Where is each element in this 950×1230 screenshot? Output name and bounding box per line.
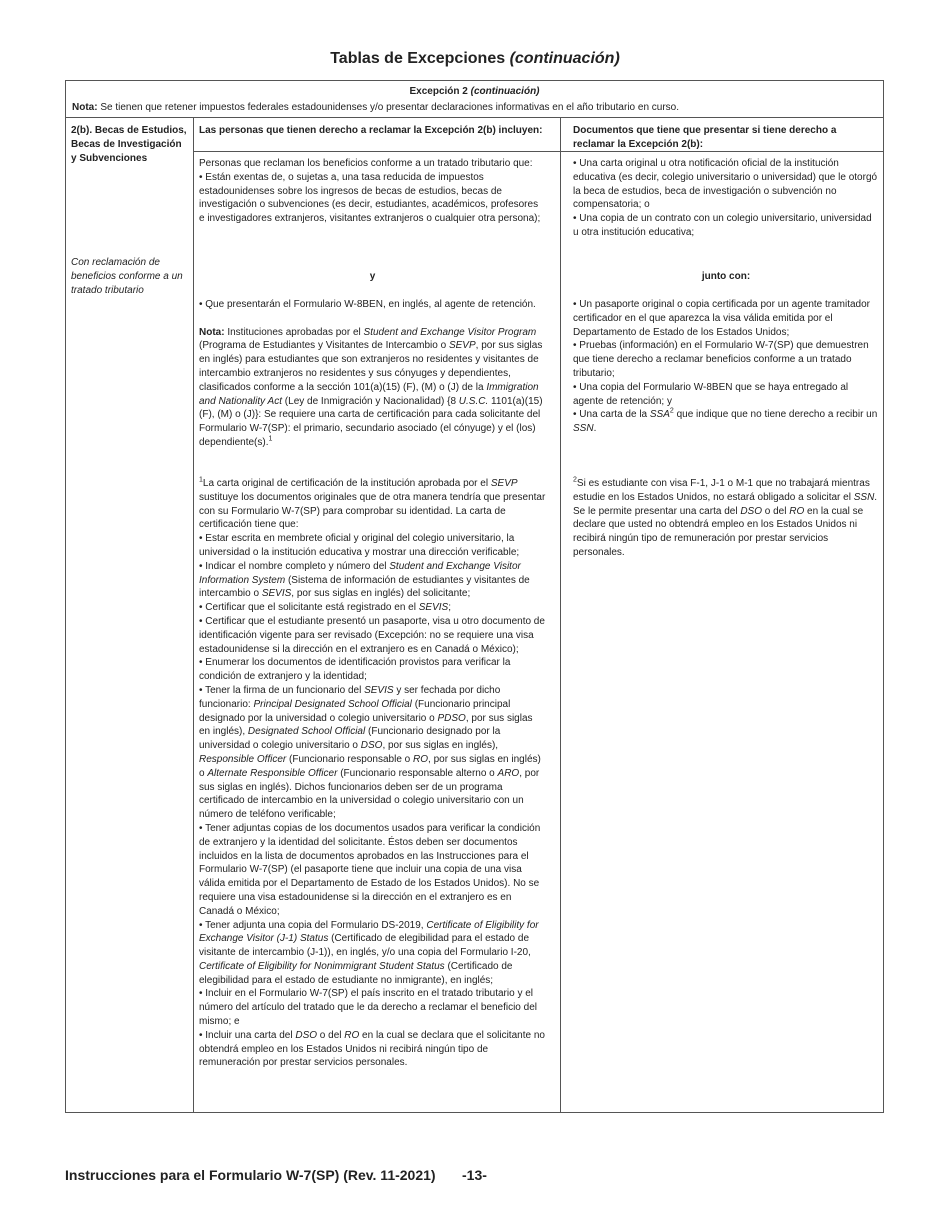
footnote-term: SSN <box>853 491 875 503</box>
col3-heading: Documentos que tiene que presentar si tiene derecho a reclamar la Excepción 2(b): <box>573 125 837 150</box>
col3-bullet-contract: • Una copia de un contrato con un colegio universitario, universidad u otra institución educativa; <box>573 213 872 238</box>
col2-intro: Personas que reclaman los beneficios conforme a un tratado tributario que: <box>199 158 533 169</box>
list-term: RO <box>413 753 429 765</box>
list-text: , por sus siglas en inglés), <box>199 712 533 738</box>
column-divider-2 <box>560 118 561 1112</box>
ssa-letter-text: que indique que no tiene derecho a recibir un <box>676 409 878 421</box>
list-term: Responsible Officer <box>199 753 287 765</box>
list-term: RO <box>344 1029 360 1041</box>
list-text: • Incluir una carta del <box>199 1029 293 1041</box>
footer-title: Instrucciones para el Formulario W-7(SP) (Rev. 11-2021) <box>65 1167 436 1183</box>
ssa-term: SSA <box>649 409 670 421</box>
col3-bullet-evidence: • Pruebas (información) en el Formulario W-7(SP) que demuestren que tiene derecho a reclamar beneficios conforme a un tratado tributario; <box>573 340 869 379</box>
ssa-letter-text: . <box>593 423 597 435</box>
column-divider-1 <box>193 118 194 1112</box>
col3-bullet-w8ben-copy: • Una copia del Formulario W-8BEN que se haya entregado al agente de retención; y <box>573 381 849 407</box>
note-label: Nota: <box>72 102 98 113</box>
list-text: (Funcionario responsable o <box>289 753 411 765</box>
list-text: , por sus siglas en inglés) del solicitante; <box>291 588 471 600</box>
header-label: Excepción 2 <box>409 86 468 97</box>
footer-page-number: -13- <box>462 1167 487 1183</box>
list-text: • Certificar que el solicitante está registrado en el <box>199 602 416 614</box>
col2-bullet-exempt: • Están exentas de, o sujetas a, una tasa reducida de impuestos estadounidenses sobre los ingresos de becas de estudios, becas de investigación o subvenciones (es decir, estudiantes, académicos, profesores e investigadores extranjeros, visitantes extranjeros o cualquier otra persona); <box>199 171 541 225</box>
ssn-term: SSN <box>573 423 594 435</box>
page-title-main: Tablas de Excepciones <box>330 50 506 67</box>
list-item <box>199 684 546 822</box>
list-term: Certificate of Eligibility for Nonimmigrant Student Status <box>199 960 445 972</box>
list-term: Certificate of Eligibility for Exchange Visitor (J-1) Status <box>199 919 539 945</box>
list-term: SEVIS <box>261 588 292 600</box>
footnote-term: SEVP <box>490 478 518 489</box>
footnote-1-marker: 1 <box>199 476 203 484</box>
footnote-text: o del <box>764 505 787 517</box>
footnote-text: . Se le permite presentar una carta del <box>573 491 878 517</box>
footnote-term: DSO <box>740 505 762 517</box>
list-item <box>199 1029 546 1070</box>
footnote-text: Si es estudiante con visa F-1, J-1 o M-1 que no trabajará mientras estudie en los Estados Unidos, no estará obligado a solicitar el <box>573 478 870 503</box>
list-item <box>199 601 546 615</box>
list-text: • Indicar el nombre completo y número del <box>199 560 387 572</box>
footnote-text: La carta original de certificación de la institución aprobada por el <box>202 478 489 489</box>
list-text: en la cual se declara que el solicitante no obtendrá empleo en los Estados Unidos ni recibirá ningún tipo de remuneración por prestar servicios personales. <box>199 1029 545 1069</box>
sevp-note-term: SEVP <box>448 340 476 352</box>
col2-sevp-note <box>199 326 546 450</box>
ssa-letter-text: • Una carta de la <box>573 409 648 421</box>
col2-eligibility-block <box>199 157 546 226</box>
list-text: • Tener la firma de un funcionario del <box>199 684 362 696</box>
sevp-note-text: (Programa de Estudiantes y Visitantes de Intercambio o <box>199 340 447 352</box>
list-term: Student and Exchange Visitor Information System <box>199 560 521 586</box>
footnote-1-intro <box>199 477 546 532</box>
table-header-title <box>66 86 883 97</box>
list-term: Designated School Official <box>247 726 366 738</box>
sevp-note-term: Student and Exchange Visitor Program <box>363 326 537 338</box>
list-text: • Tener adjunta una copia del Formulario DS-2019, <box>199 919 424 931</box>
col2-connector: y <box>369 271 376 282</box>
list-term: PDSO <box>437 712 466 724</box>
list-item: • Tener adjuntas copias de los documentos usados para verificar la condición de extranjero y la identidad del solicitante. Éstos deben ser documentos incluidos en la lista de documentos aprobados en las Instrucciones para el Formulario W-7(SP) (el pasaporte tiene que incluir una copia de una visa válida emitida por el Departamento de Estado de los Estados Unidos). No se requiere una visa estadounidense si la dirección en el extranjero es en Canadá o México; <box>199 822 541 917</box>
list-term: SEVIS <box>364 684 394 696</box>
list-text: , por sus siglas en inglés), <box>382 740 499 752</box>
col3-bullet-passport: • Un pasaporte original o copia certificada por un agente tramitador certificador en el que aparezca la visa válida emitida por el Departamento de Estado de los Estados Unidos; <box>573 299 871 338</box>
sevp-note-label: Nota: <box>199 326 225 338</box>
col2-bullet-w8ben: • Que presentarán el Formulario W-8BEN, en inglés, al agente de retención. <box>199 299 536 310</box>
col3-connector: junto con: <box>701 271 751 282</box>
col2-w8ben-block <box>199 298 546 450</box>
col3-bullet-ssa-letter <box>573 408 879 436</box>
col2-heading: Las personas que tienen derecho a reclamar la Excepción 2(b) incluyen: <box>199 125 543 136</box>
list-term: Principal Designated School Official <box>253 698 412 710</box>
col3-bullet-letter: • Una carta original u otra notificación oficial de la institución educativa (es decir, colegio universitario o universidad) que le otorgó la beca de estudios, beca de investigación o subvención no compensatoria; o <box>573 158 878 211</box>
sevp-note-text: Instituciones aprobadas por el <box>227 326 361 338</box>
list-term: Alternate Responsible Officer <box>207 767 338 779</box>
page-title-suffix: (continuación) <box>509 50 620 67</box>
list-term: DSO <box>295 1029 318 1041</box>
list-text: (Funcionario principal designado por la universidad o colegio universitario o <box>199 698 511 724</box>
footnote-2-marker: 2 <box>573 476 577 484</box>
list-item: • Estar escrita en membrete oficial y original del colegio universitario, la universidad o la institución educativa y mostrar una dirección verificable; <box>199 533 520 558</box>
list-text: (Sistema de información de estudiantes y visitantes de intercambio o <box>199 574 530 600</box>
list-item <box>199 919 546 988</box>
header-suffix: (continuación) <box>470 86 540 97</box>
footnote-text: en la cual se declare que usted no obtendrá empleo en los Estados Unidos ni recibirá ningún tipo de remuneración por prestar servicios personales. <box>573 505 864 558</box>
footnote-2-text <box>573 477 879 560</box>
list-text: o del <box>319 1029 342 1041</box>
list-text: (Funcionario responsable alterno o <box>340 767 495 779</box>
list-item: • Enumerar los documentos de identificación provistos para verificar la condición de extranjero y la identidad; <box>199 657 511 683</box>
list-item: • Incluir en el Formulario W-7(SP) el país inscrito en el tratado tributario y el número del artículo del tratado que le da derecho a reclamar el beneficio del mismo; e <box>199 988 537 1028</box>
footnote-2 <box>573 477 879 560</box>
page-title <box>0 50 950 68</box>
col3-documents-block <box>573 157 879 240</box>
list-text: (Certificado de elegibilidad para el estado de visitante de intercambio (J-1)), en inglés, y/o una copia del Formulario I-20, <box>199 933 531 959</box>
col3-additional-docs-block <box>573 298 879 436</box>
list-text: (Funcionario designado por la universidad o colegio universitario o <box>199 726 501 752</box>
table-header-note <box>72 102 679 113</box>
footnote-term: RO <box>789 505 805 517</box>
col1-subheading: Con reclamación de beneficios conforme a un tratado tributario <box>71 257 183 296</box>
footnote-text: sustituye los documentos originales que de otra manera tendría que presentar con su Formulario W-7(SP) para comprobar su identidad. La carta de certificación tiene que: <box>199 491 546 531</box>
list-text: ; <box>448 602 451 614</box>
list-term: ARO <box>497 767 520 779</box>
list-text: y ser fechada por dicho funcionario: <box>199 684 501 710</box>
list-item <box>199 560 546 601</box>
list-item: • Certificar que el estudiante presentó un pasaporte, visa u otro documento de identificación vigente para ser revisado (Excepción: no se requiere una visa estadounidense si la dirección en el extranjero es en Canadá o México); <box>199 615 545 655</box>
sevp-note-text: (Ley de Inmigración y Nacionalidad) {8 <box>284 395 457 407</box>
list-text: , por sus siglas en inglés) o <box>199 753 541 779</box>
table-header <box>66 81 883 118</box>
footnote-ref-1: 1 <box>268 435 273 443</box>
footnote-ref-2: 2 <box>669 408 674 416</box>
list-text: (Certificado de elegibilidad para el estado de estudiante no inmigrante), en inglés; <box>199 960 513 986</box>
list-term: SEVIS <box>418 602 449 614</box>
col1-heading: 2(b). Becas de Estudios, Becas de Investigación y Subvenciones <box>71 125 187 164</box>
exceptions-table <box>65 80 884 1113</box>
sevp-note-text: 1101(a)(15)(F), (M) o (J)}: Se requiere una carta de certificación para cada solicitante del Formulario W-7(SP): el primario, secundario asociado (el cónyuge) y el (los) dependiente(s). <box>199 395 543 448</box>
sevp-note-term: Immigration and Nationality Act <box>199 381 539 407</box>
footnote-1 <box>199 477 546 1070</box>
sevp-note-text: , por sus siglas en inglés) para estudiantes que son extranjeros no residentes y visitantes de intercambio extranjeros no residentes y sus cónyuges y dependientes, clasificados conforme a la sección 101(a)(15) (F), (M) o (J) de la <box>199 340 543 393</box>
sevp-note-term: U.S.C. <box>458 395 489 407</box>
list-term: DSO <box>360 740 383 752</box>
list-text: , por sus siglas en inglés). Dichos funcionarios deben ser de un programa certificado de intercambio en la universidad o colegio universitario con un número de teléfono verificable; <box>199 767 540 821</box>
note-text: Se tienen que retener impuestos federales estadounidenses y/o presentar declaraciones informativas en el año tributario en curso. <box>100 102 680 113</box>
